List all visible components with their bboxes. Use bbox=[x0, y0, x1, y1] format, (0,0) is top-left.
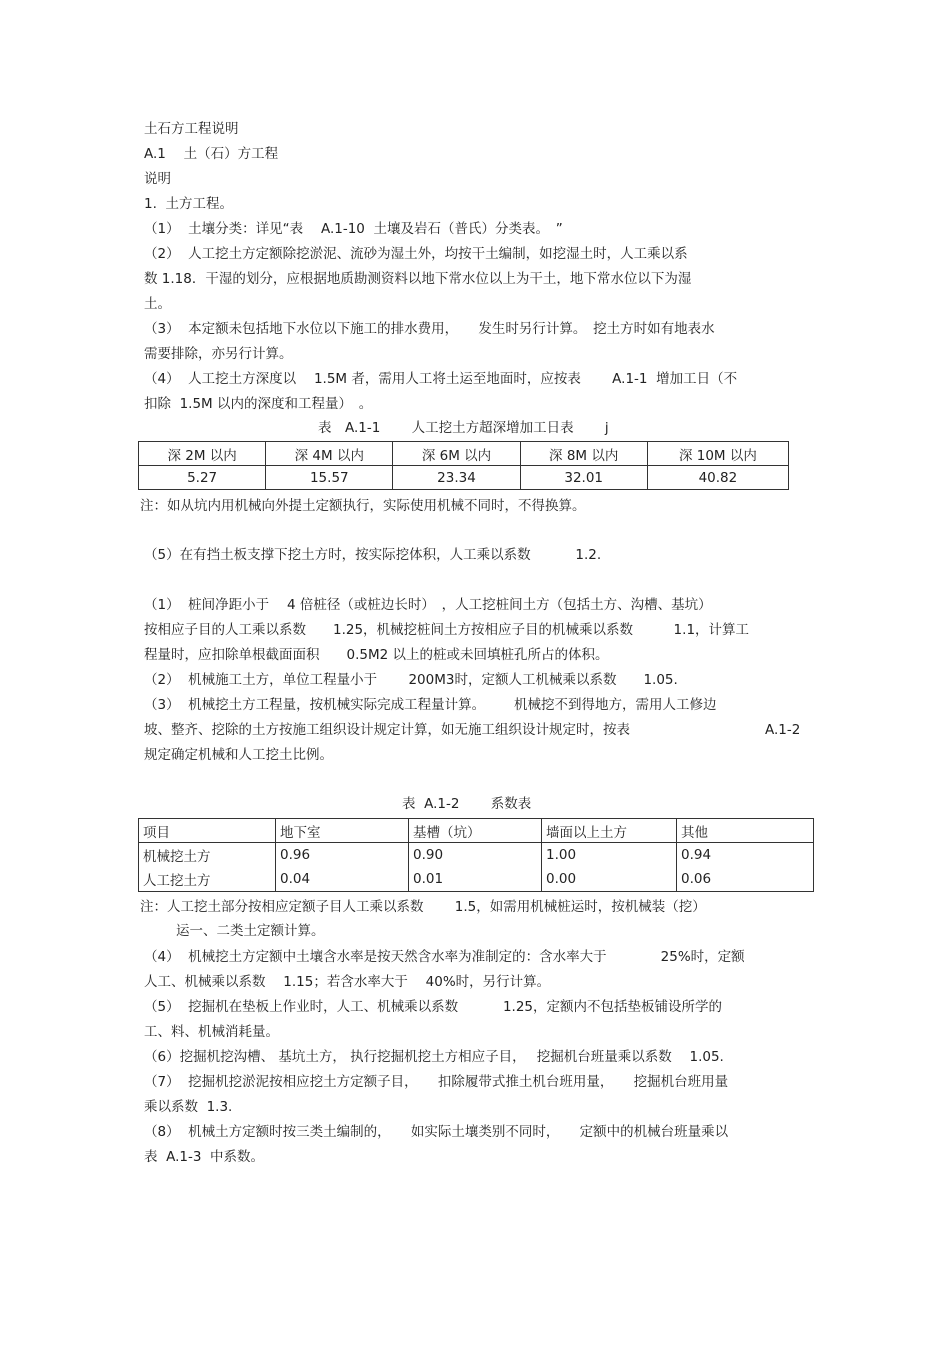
table2-note-2: 运一、二类土定额计算。 bbox=[176, 923, 325, 939]
table-cell: 0.00 bbox=[542, 867, 677, 892]
para-3-4a: （4） 机械挖土方定额中土壤含水率是按天然含水率为准制定的：含水率大于 25%时，定额 bbox=[144, 949, 745, 965]
para-2-3a: （3） 机械挖土方工程量，按机械实际完成工程量计算。 机械挖不到得地方，需用人工修边 bbox=[144, 697, 717, 713]
para-1-2b: 数 1.18．干湿的划分，应根据地质勘测资料以地下常水位以上为干土，地下常水位以下为湿 bbox=[144, 271, 692, 287]
table-cell: 0.90 bbox=[409, 843, 542, 868]
table-cell: 0.96 bbox=[276, 843, 409, 868]
table-cell: 40.82 bbox=[647, 466, 788, 490]
para-1-2c: 土。 bbox=[144, 296, 171, 312]
para-3-8b: 表 A.1-3 中系数。 bbox=[144, 1149, 265, 1165]
table-cell: 人工挖土方 bbox=[139, 867, 276, 892]
para-1: 1. 土方工程。 bbox=[144, 196, 233, 212]
para-3-8a: （8） 机械土方定额时按三类土编制的， 如实际土壤类别不同时， 定额中的机械台班量乘以 bbox=[144, 1124, 729, 1140]
para-1-3a: （3） 本定额未包括地下水位以下施工的排水费用， 发生时另行计算。 挖土方时如有地表水 bbox=[144, 321, 715, 337]
table-row bbox=[139, 867, 814, 892]
table-cell: 0.94 bbox=[677, 843, 814, 868]
para-1-2a: （2） 人工挖土方定额除挖淤泥、流砂为湿土外，均按干土编制，如挖湿土时，人工乘以系 bbox=[144, 246, 688, 262]
table1-note: 注：如从坑内用机械向外提土定额执行，实际使用机械不同时，不得换算。 bbox=[140, 498, 586, 514]
para-1-3b: 需要排除，亦另行计算。 bbox=[144, 346, 293, 362]
table-header-cell: 墙面以上土方 bbox=[542, 819, 677, 843]
table-header-cell: 深 4M 以内 bbox=[266, 442, 393, 466]
table-row bbox=[139, 466, 789, 490]
table-cell: 15.57 bbox=[266, 466, 393, 490]
table-cell: 机械挖土方 bbox=[139, 843, 276, 868]
table-header-cell: 深 6M 以内 bbox=[393, 442, 520, 466]
table-header-cell: 地下室 bbox=[276, 819, 409, 843]
para-1-4b: 扣除 1.5M 以内的深度和工程量） 。 bbox=[144, 396, 373, 412]
para-2-2: （2） 机械施工土方，单位工程量小于 200M3时，定额人工机械乘以系数 1.05. bbox=[144, 672, 678, 688]
para-2-3b: 坡、整齐、挖除的土方按施工组织设计规定计算，如无施工组织设计规定时，按表 bbox=[144, 722, 630, 738]
para-1-1: （1） 土壤分类：详见“表 A.1-10 土壤及岩石（普氏）分类表。 ” bbox=[144, 221, 563, 237]
table-a1-1 bbox=[138, 441, 789, 490]
table-cell: 0.01 bbox=[409, 867, 542, 892]
para-2-1b: 按相应子目的人工乘以系数 1.25，机械挖桩间土方按相应子目的机械乘以系数 1.1，计算工 bbox=[144, 622, 750, 638]
table1-caption: 表 A.1-1 人工挖土方超深增加工日表 j bbox=[318, 420, 609, 436]
table-a1-2 bbox=[138, 818, 814, 892]
table2-caption: 表 A.1-2 系数表 bbox=[402, 796, 532, 812]
table-header-cell: 深 10M 以内 bbox=[647, 442, 788, 466]
para-2-3b-ref: A.1-2 bbox=[765, 722, 801, 738]
table-header-cell: 项目 bbox=[139, 819, 276, 843]
section-heading: A.1 土（石）方工程 bbox=[144, 146, 279, 162]
para-2-3c: 规定确定机械和人工挖土比例。 bbox=[144, 747, 333, 763]
table-cell: 0.04 bbox=[276, 867, 409, 892]
para-5: （5）在有挡土板支撑下挖土方时，按实际挖体积，人工乘以系数 1.2. bbox=[144, 547, 602, 563]
para-2-1c: 程量时，应扣除单根截面面积 0.5M2 以上的桩或未回填桩孔所占的体积。 bbox=[144, 647, 609, 663]
table-row bbox=[139, 843, 814, 868]
table-header-cell: 其他 bbox=[677, 819, 814, 843]
table-cell: 23.34 bbox=[393, 466, 520, 490]
para-2-1a: （1） 桩间净距小于 4 倍桩径（或桩边长时） ，人工挖桩间土方（包括土方、沟槽、基坑） bbox=[144, 597, 712, 613]
para-3-5b: 工、料、机械消耗量。 bbox=[144, 1024, 279, 1040]
para-3-7b: 乘以系数 1.3. bbox=[144, 1099, 233, 1115]
table-cell: 5.27 bbox=[139, 466, 266, 490]
table-header-cell: 基槽（坑） bbox=[409, 819, 542, 843]
para-3-7a: （7） 挖掘机挖淤泥按相应挖土方定额子目， 扣除履带式推土机台班用量， 挖掘机台班用量 bbox=[144, 1074, 729, 1090]
para-3-5a: （5） 挖掘机在垫板上作业时，人工、机械乘以系数 1.25，定额内不包括垫板铺设所学的 bbox=[144, 999, 723, 1015]
table-header-row bbox=[139, 442, 789, 466]
table-header-cell: 深 8M 以内 bbox=[520, 442, 647, 466]
table2-note-1: 注：人工挖土部分按相应定额子目人工乘以系数 1.5，如需用机械桩运时，按机械装（挖） bbox=[140, 899, 706, 915]
table-header-cell: 深 2M 以内 bbox=[139, 442, 266, 466]
para-3-4b: 人工、机械乘以系数 1.15；若含水率大于 40%时，另行计算。 bbox=[144, 974, 551, 990]
table-cell: 1.00 bbox=[542, 843, 677, 868]
para-1-4a: （4） 人工挖土方深度以 1.5M 者，需用人工将土运至地面时，应按表 A.1-1 增加工日（不 bbox=[144, 371, 738, 387]
table-cell: 0.06 bbox=[677, 867, 814, 892]
table-cell: 32.01 bbox=[520, 466, 647, 490]
explain-heading: 说明 bbox=[144, 171, 171, 187]
table-header-row bbox=[139, 819, 814, 843]
doc-title: 土石方工程说明 bbox=[144, 121, 239, 137]
para-3-6: （6）挖掘机挖沟槽、 基坑土方， 执行挖掘机挖土方相应子目， 挖掘机台班量乘以系数 1.05. bbox=[144, 1049, 724, 1065]
